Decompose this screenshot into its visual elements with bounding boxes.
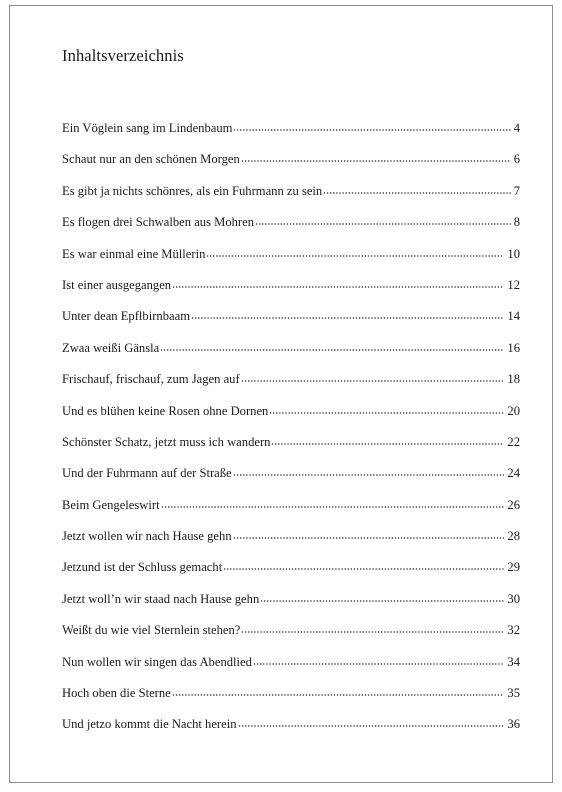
- toc-entry-title: Hoch oben die Sterne: [62, 686, 171, 701]
- toc-entry-title: Frischauf, frischauf, zum Jagen auf: [62, 372, 240, 387]
- toc-page-number: 26: [507, 497, 520, 512]
- toc-entry[interactable]: [62, 371, 520, 402]
- toc-entry-title: Es flogen drei Schwalben aus Mohren: [62, 215, 255, 230]
- toc-entry[interactable]: [62, 183, 520, 214]
- toc-entry-title: Es war einmal eine Müllerin: [62, 246, 206, 261]
- toc-page-number: 6: [513, 152, 520, 167]
- toc-page-number: 22: [507, 434, 520, 449]
- toc-entry-title: Ein Vöglein sang im Lindenbaum: [62, 121, 233, 135]
- toc-page-number: 30: [507, 591, 520, 606]
- toc-entry-title: Unter dean Epflbirnbaam: [62, 309, 190, 324]
- dot-leader: [260, 600, 504, 602]
- toc-entry[interactable]: [62, 591, 520, 622]
- toc-entry[interactable]: [62, 716, 520, 747]
- dot-leader: [161, 506, 505, 508]
- toc-entry[interactable]: [62, 465, 520, 496]
- toc-entry[interactable]: [62, 497, 520, 528]
- toc-page-number: 35: [507, 686, 520, 701]
- dot-leader: [241, 380, 505, 382]
- dot-leader: [233, 537, 505, 539]
- dot-leader: [172, 286, 504, 288]
- toc-page-number: 18: [507, 372, 520, 387]
- document-page: [9, 5, 553, 783]
- dot-leader: [160, 349, 504, 351]
- dot-leader: [255, 223, 511, 225]
- toc-page-number: 10: [507, 246, 520, 261]
- toc-entry[interactable]: [62, 559, 520, 590]
- toc-entry-title: Ist einer ausgegangen: [62, 277, 172, 292]
- toc-page-number: 12: [507, 277, 520, 292]
- toc-entry[interactable]: [62, 246, 520, 277]
- toc-entry-title: Zwaa weißi Gänsla: [62, 340, 160, 355]
- toc-entry-title: Beim Gengeleswirt: [62, 497, 160, 512]
- table-of-contents: [62, 120, 520, 748]
- toc-entry[interactable]: [62, 685, 520, 716]
- dot-leader: [271, 443, 504, 445]
- dot-leader: [223, 568, 504, 570]
- toc-entry[interactable]: [62, 434, 520, 465]
- toc-entry-title: Schönster Schatz, jetzt muss ich wandern: [62, 434, 271, 449]
- toc-page-number: 34: [507, 654, 520, 669]
- toc-entry-title: Nun wollen wir singen das Abendlied: [62, 654, 252, 669]
- toc-page-number: 32: [507, 623, 520, 638]
- page-title: Inhaltsverzeichnis: [62, 46, 184, 65]
- dot-leader: [269, 412, 504, 414]
- toc-entry[interactable]: [62, 151, 520, 182]
- toc-entry-title: Schaut nur an den schönen Morgen: [62, 152, 240, 167]
- toc-entry[interactable]: [62, 120, 520, 151]
- dot-leader: [241, 631, 504, 633]
- toc-entry-title: Es gibt ja nichts schönres, als ein Fuhrmann zu sein: [62, 183, 323, 198]
- toc-entry[interactable]: [62, 622, 520, 653]
- toc-entry[interactable]: [62, 340, 520, 371]
- toc-entry-title: Und jetzo kommt die Nacht herein: [62, 717, 237, 732]
- toc-entry-title: Und es blühen keine Rosen ohne Dornen: [62, 403, 269, 418]
- dot-leader: [241, 160, 511, 162]
- toc-entry-title: Jetzt wollen wir nach Hause gehn: [62, 529, 232, 544]
- toc-page-number: 4: [513, 121, 520, 135]
- toc-page-number: 20: [507, 403, 520, 418]
- toc-entry[interactable]: [62, 654, 520, 685]
- toc-page-number: 28: [507, 529, 520, 544]
- toc-entry-title: Und der Fuhrmann auf der Straße: [62, 466, 232, 481]
- dot-leader: [191, 317, 504, 319]
- toc-page-number: 8: [513, 215, 520, 230]
- toc-page-number: 7: [513, 183, 520, 198]
- dot-leader: [206, 255, 504, 257]
- toc-page-number: 16: [507, 340, 520, 355]
- dot-leader: [233, 129, 510, 131]
- toc-entry[interactable]: [62, 403, 520, 434]
- dot-leader: [253, 663, 504, 665]
- toc-entry[interactable]: [62, 308, 520, 339]
- toc-entry[interactable]: [62, 277, 520, 308]
- toc-entry[interactable]: [62, 528, 520, 559]
- toc-page-number: 14: [507, 309, 520, 324]
- dot-leader: [238, 725, 505, 727]
- dot-leader: [323, 192, 510, 194]
- toc-page-number: 29: [507, 560, 520, 575]
- toc-page-number: 24: [507, 466, 520, 481]
- dot-leader: [172, 694, 505, 696]
- toc-entry-title: Jetzt woll’n wir staad nach Hause gehn: [62, 591, 260, 606]
- toc-entry-title: Weißt du wie viel Sternlein stehen?: [62, 623, 241, 638]
- toc-entry[interactable]: [62, 214, 520, 245]
- dot-leader: [233, 474, 505, 476]
- toc-page-number: 36: [507, 717, 520, 732]
- toc-entry-title: Jetzund ist der Schluss gemacht: [62, 560, 223, 575]
